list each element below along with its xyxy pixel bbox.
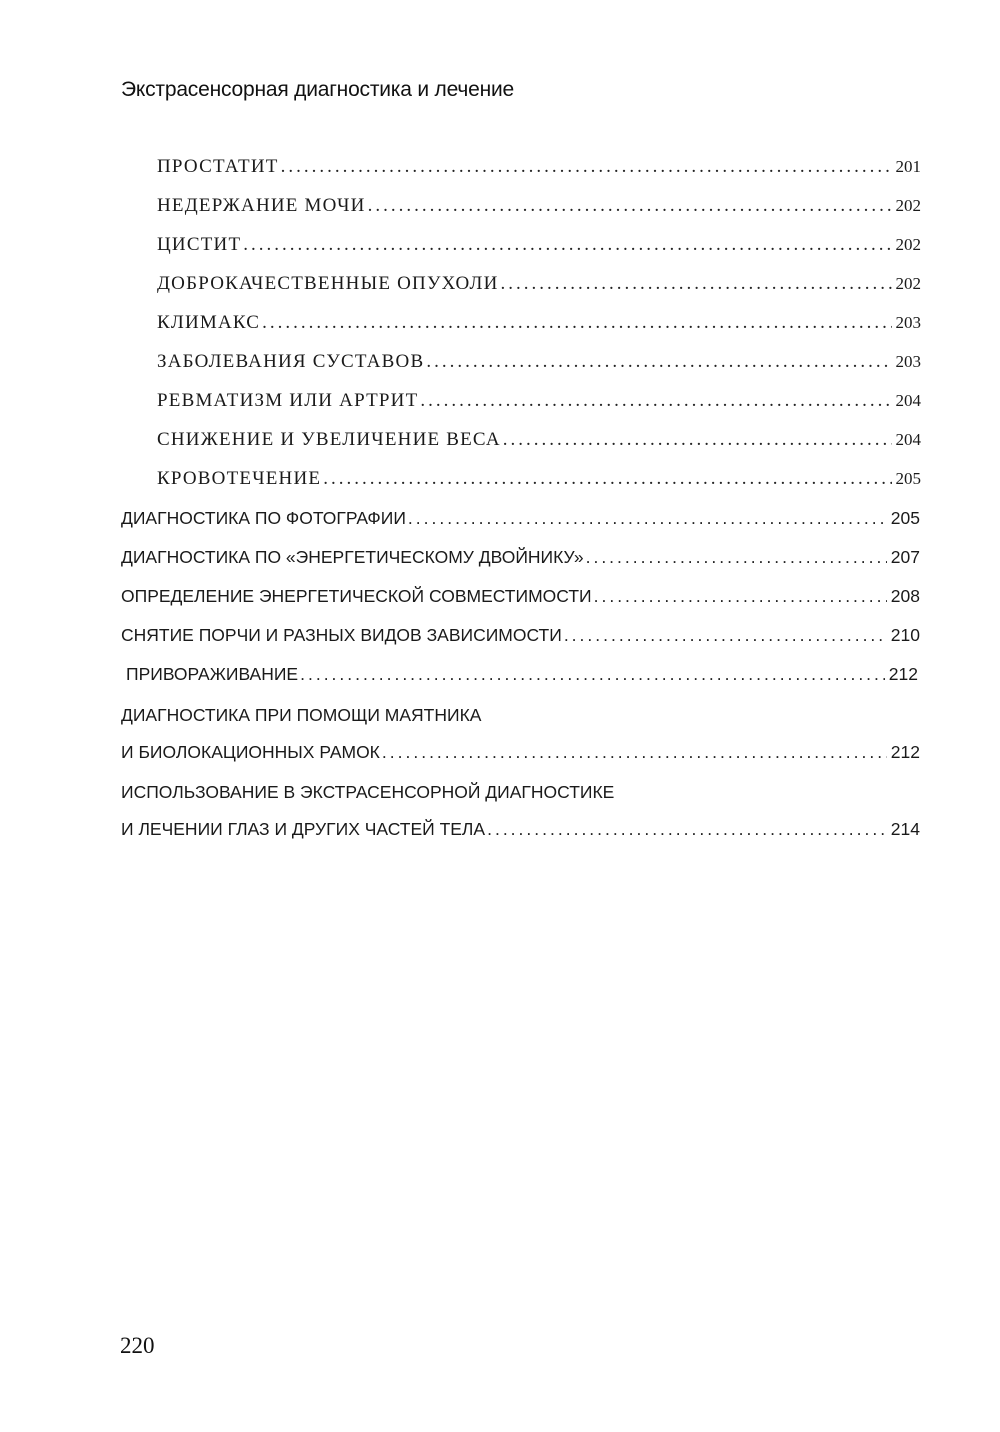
toc-leader-dots <box>262 312 891 334</box>
toc-entry-label: ДИАГНОСТИКА ПО ФОТОГРАФИИ <box>121 508 406 528</box>
toc-entry-energy-double[interactable] <box>121 547 920 568</box>
toc-entry-bleeding[interactable] <box>157 468 921 490</box>
toc-leader-dots <box>564 625 887 646</box>
toc-entry-label: ОПРЕДЕЛЕНИЕ ЭНЕРГЕТИЧЕСКОЙ СОВМЕСТИМОСТИ <box>121 586 592 606</box>
toc-entry-cystitis[interactable] <box>157 234 921 256</box>
toc-entry-label: ДОБРОКАЧЕСТВЕННЫЕ ОПУХОЛИ <box>157 273 499 294</box>
toc-entry-label: ПРОСТАТИТ <box>157 156 279 177</box>
toc-entry-rheumatism[interactable] <box>157 390 921 412</box>
toc-entry-page: 205 <box>890 508 920 528</box>
toc-entry-label: СНИЖЕНИЕ И УВЕЛИЧЕНИЕ ВЕСА <box>157 429 501 450</box>
toc-leader-dots <box>487 819 887 840</box>
toc-leader-dots <box>594 586 887 607</box>
toc-leader-dots <box>426 351 891 373</box>
toc-entry-prostatitis[interactable] <box>157 156 921 178</box>
toc-entry-page: 203 <box>895 352 921 371</box>
toc-entry-page: 208 <box>890 586 920 606</box>
toc-leader-dots <box>503 429 892 451</box>
toc-entry-page: 204 <box>895 430 921 449</box>
toc-entry-page: 201 <box>895 157 921 176</box>
toc-entry-page: 207 <box>890 547 920 567</box>
toc-entry-page: 205 <box>895 469 921 488</box>
toc-leader-dots <box>368 195 892 217</box>
toc-entry-eyes-line1[interactable]: ИСПОЛЬЗОВАНИЕ В ЭКСТРАСЕНСОРНОЙ ДИАГНОСТИКЕ <box>121 782 615 802</box>
toc-entry-label: РЕВМАТИЗМ ИЛИ АРТРИТ <box>157 390 419 411</box>
toc-entry-label: ДИАГНОСТИКА ПО «ЭНЕРГЕТИЧЕСКОМУ ДВОЙНИКУ» <box>121 547 584 567</box>
toc-entry-page: 202 <box>895 235 921 254</box>
toc-entry-page: 212 <box>890 742 920 762</box>
toc-entry-label: ЦИСТИТ <box>157 234 242 255</box>
toc-entry-love-spell[interactable] <box>126 664 918 685</box>
toc-entry-eyes[interactable] <box>121 819 920 840</box>
toc-entry-label: КЛИМАКС <box>157 312 261 333</box>
toc-entry-page: 210 <box>890 625 920 645</box>
toc-entry-curse-removal[interactable] <box>121 625 920 646</box>
toc-entry-incontinence[interactable] <box>157 195 921 217</box>
toc-entry-menopause[interactable] <box>157 312 921 334</box>
toc-entry-weight[interactable] <box>157 429 921 451</box>
toc-entry-pendulum[interactable] <box>121 742 920 763</box>
toc-entry-label: ЗАБОЛЕВАНИЯ СУСТАВОВ <box>157 351 425 372</box>
toc-entry-label: КРОВОТЕЧЕНИЕ <box>157 468 322 489</box>
toc-entry-photo-diagnostics[interactable] <box>121 508 920 529</box>
toc-leader-dots <box>501 273 892 295</box>
toc-entry-page: 214 <box>890 819 920 839</box>
toc-entry-label: ПРИВОРАЖИВАНИЕ <box>126 664 299 684</box>
toc-entry-page: 203 <box>895 313 921 332</box>
toc-entry-page: 204 <box>895 391 921 410</box>
toc-entry-label: НЕДЕРЖАНИЕ МОЧИ <box>157 195 366 216</box>
toc-leader-dots <box>323 468 891 490</box>
page-number: 220 <box>120 1333 155 1358</box>
toc-entry-pendulum-line1[interactable]: ДИАГНОСТИКА ПРИ ПОМОЩИ МАЯТНИКА <box>121 705 482 725</box>
toc-leader-dots <box>281 156 892 178</box>
toc-entry-page: 202 <box>895 196 921 215</box>
toc-leader-dots <box>243 234 891 256</box>
toc-entry-label: И БИОЛОКАЦИОННЫХ РАМОК <box>121 742 380 762</box>
toc-leader-dots <box>586 547 887 568</box>
toc-entry-page: 202 <box>895 274 921 293</box>
toc-leader-dots <box>420 390 891 412</box>
toc-leader-dots <box>382 742 887 763</box>
toc-entry-label: И ЛЕЧЕНИИ ГЛАЗ И ДРУГИХ ЧАСТЕЙ ТЕЛА <box>121 819 486 839</box>
toc-entry-page: 212 <box>888 664 918 684</box>
toc-entry-label: СНЯТИЕ ПОРЧИ И РАЗНЫХ ВИДОВ ЗАВИСИМОСТИ <box>121 625 562 645</box>
running-header: Экстрасенсорная диагностика и лечение <box>121 78 514 101</box>
toc-entry-joint-diseases[interactable] <box>157 351 921 373</box>
toc-leader-dots <box>300 664 885 685</box>
toc-leader-dots <box>408 508 887 529</box>
toc-entry-benign-tumors[interactable] <box>157 273 921 295</box>
toc-entry-energy-compatibility[interactable] <box>121 586 920 607</box>
